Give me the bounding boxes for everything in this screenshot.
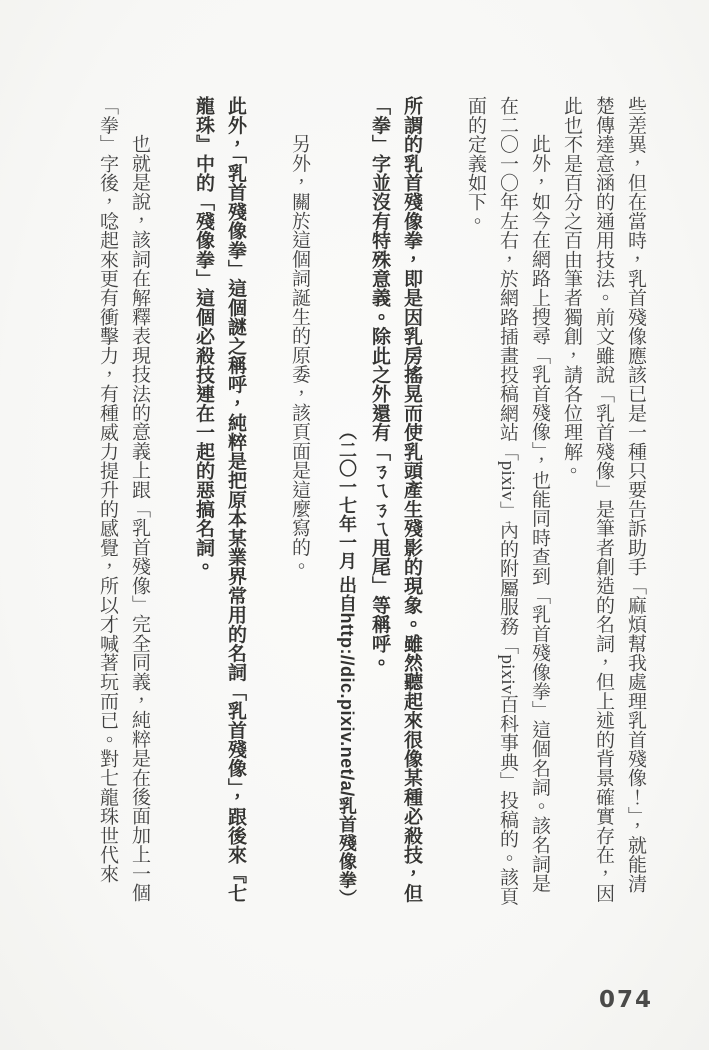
blockquote-definition [331, 96, 427, 908]
blockquote-definition-text: 所謂的乳首殘像拳，即是因乳房搖晃而使乳頭產生殘影的現象。雖然聽起來很像某種必殺技，但「拳」字並沒有特殊意義。除此之外還有「ㄋㄟㄋㄟ甩尾」等稱呼。 [369, 96, 422, 903]
vertical-text-flow [91, 96, 651, 908]
paragraph-2: 此外，如今在網路上搜尋「乳首殘像」，也能同時查到「乳首殘像拳」這個名詞。該名詞是在二〇一〇年左右，於網路插畫投稿網站「pixiv」內的附屬服務「pixiv百科事典」投稿的。該頁面的定義如下。 [465, 96, 550, 906]
blockquote-citation: （二〇一七年一月 出自http://dic.pixiv.net/a/乳首殘像拳） [337, 422, 357, 908]
paragraph-continuation: 些差異，但在當時，乳首殘像應該已是一種只要告訴助手「麻煩幫我處理乳首殘像！」，就能清楚傳達意涵的通用技法。前文雖說「乳首殘像」是筆者創造的名詞，但上述的背景確實存在，因此也不是百分之百由筆者獨創，請各位理解。 [561, 96, 646, 903]
page-number: 074 [598, 987, 653, 1013]
paragraph-4: 也就是說，該詞在解釋表現技法的意義上跟「乳首殘像」完全同義，純粹是在後面加上一個「拳」字後，唸起來更有衝擊力，有種威力提升的感覺，所以才喊著玩而已。對七龍珠世代來 [97, 96, 150, 902]
paragraph-3: 另外，關於這個詞誕生的原委，該頁面是這麼寫的。 [289, 134, 310, 576]
blockquote-origin-text: 此外，「乳首殘像拳」這個謎之稱呼，純粹是把原本某業界常用的名詞「乳首殘像」，跟後來『七龍珠』中的「殘像拳」這個必殺技連在一起的惡搞名詞。 [193, 96, 246, 903]
blockquote-origin [187, 96, 251, 908]
